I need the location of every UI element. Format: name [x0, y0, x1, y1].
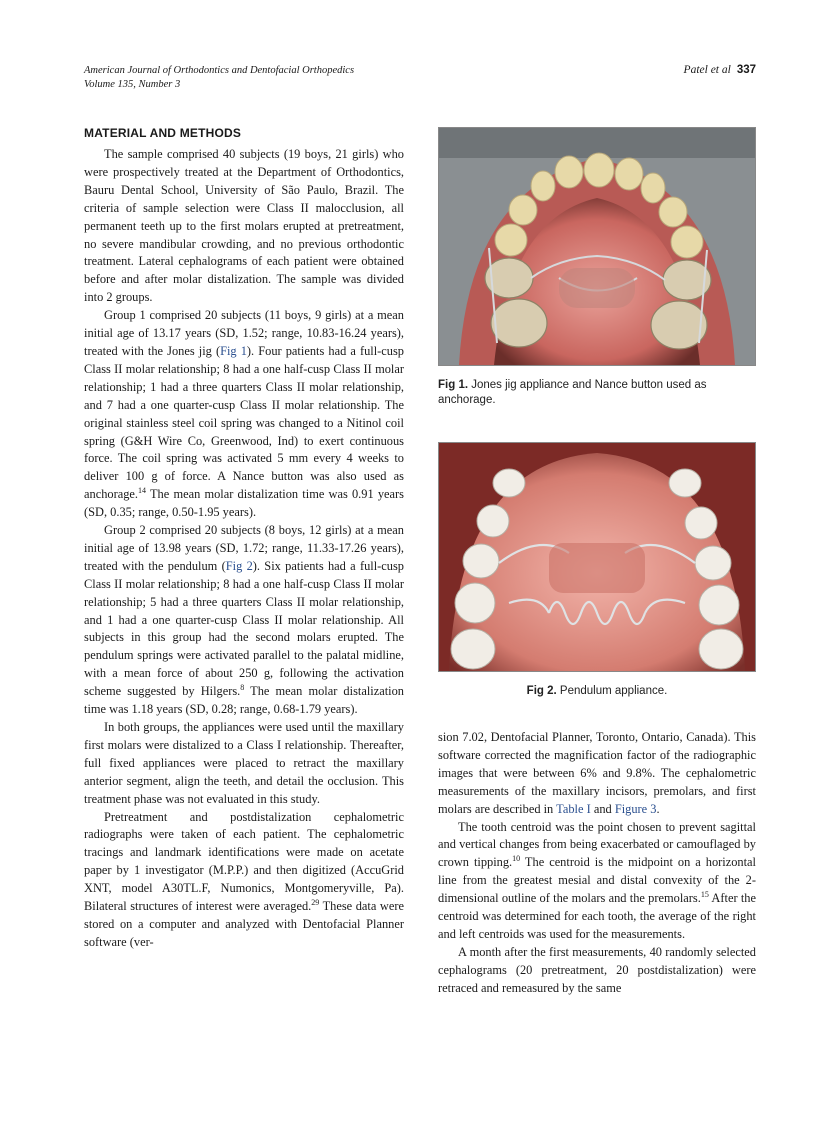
- fig1-link[interactable]: Fig 1: [220, 343, 247, 358]
- section-heading: MATERIAL AND METHODS: [84, 126, 242, 140]
- right-column: [438, 729, 756, 998]
- paragraph-remeasure: A month after the first measurements, 40 randomly selected cephalograms (20 pretreatment, 20 postdistalization) were retraced and remeasured by the same: [438, 944, 756, 995]
- running-head: [84, 64, 756, 92]
- journal-name: American Journal of Orthodontics and Dentofacial Orthopedics: [84, 65, 355, 76]
- citation-sup: 29: [311, 897, 320, 907]
- left-column: [84, 126, 404, 952]
- figure-1: [438, 127, 756, 408]
- figure-1-label: Fig 1.: [438, 379, 469, 391]
- paragraph-sample: The sample comprised 40 subjects (19 boys, 21 girls) who were prospectively treated at the Department of Orthodontics, Bauru Dental School, University of São Paulo, Brazil. The criteria of sample selection were Class II malocclusion, all permanent teeth up to the first molars erupted at pretreatment, no severe mandibular crowding, and no previous orthodontic treatment. Lateral cephalograms of each patient were obtained before and after molar distalization. The sample was divided into 2 groups.: [84, 147, 404, 305]
- page-number: 337: [736, 64, 756, 76]
- figure-1-caption: Fig 1. Jones jig appliance and Nance button used as anchorage.: [438, 379, 707, 406]
- figure-2: [438, 442, 756, 699]
- fig2-link[interactable]: Fig 2: [225, 558, 253, 573]
- paragraph-group2: Group 2 comprised 20 subjects (8 boys, 12 girls) at a mean initial age of 13.98 years (SD, 1.72; range, 11.33-17.26 years), treated with the pendulum (Fig 2). Six patients had a full-cusp Class II molar relationship; 8 had a one half-cusp Class II molar relationship; 5 had a three quarters Class II molar relationship, and 1 had a one quarter-cusp Class II molar relationship. All subjects in this group had the second molars erupted. The pendulum springs were activated parallel to the palatal midline, with a mean force of about 250 g, following the activation scheme suggested by Hilgers.$^8$ The mean molar distalization time was 1.18 years (SD, 0.28; range, 0.68-1.79 years).: [84, 523, 404, 717]
- paragraph-appliances: In both groups, the appliances were used until the maxillary first molars were distalized to a Class I relationship. Thereafter, full fixed appliances were placed to retract the maxillary anterior segment, align the teeth, and detail the occlusion. This treatment phase was not evaluated in this study.: [84, 720, 404, 806]
- citation-sup: 8: [240, 683, 245, 693]
- jones-jig-photo: [438, 127, 756, 366]
- paragraph-software: sion 7.02, Dentofacial Planner, Toronto, Ontario, Canada). This software corrected the magnification factor of the radiographic images that were between 6% and 9.8%. The cephalometric measurements of the maxillary incisors, premolars, and first molars are described in Table I and Figure 3.: [438, 730, 756, 816]
- citation-sup: 14: [138, 486, 147, 496]
- table-1-link[interactable]: Table I: [556, 801, 591, 816]
- citation-sup: 15: [700, 890, 709, 900]
- citation-sup: 10: [512, 854, 521, 864]
- paragraph-radiographs: Pretreatment and postdistalization cephalometric radiographs were taken of each patient. The cephalometric tracings and landmark identifications were made on acetate paper by 1 investigator (M.P.P.) and then digitized (AccuGrid XNT, model A30TL.F, Numonics, Montgomeryville, Pa). Bilateral structures of interest were averaged.$^{29}$ These data were stored on a computer and analyzed with Dentofacial Planner software (ver-: [84, 809, 404, 949]
- figure-2-label: Fig 2.: [526, 685, 557, 697]
- pendulum-illustration: [439, 443, 755, 671]
- page-id: [684, 64, 756, 76]
- journal-volume: Volume 135, Number 3: [84, 79, 181, 90]
- pendulum-photo: [438, 442, 756, 672]
- figure-2-caption: Fig 2. Pendulum appliance.: [526, 685, 668, 697]
- journal-title: [84, 64, 756, 92]
- jones-jig-illustration: [439, 128, 755, 365]
- paragraph-group1: Group 1 comprised 20 subjects (11 boys, 9 girls) at a mean initial age of 13.17 years (SD, 1.52; range, 10.83-16.24 years), treated with the Jones jig (Fig 1). Four patients had a full-cusp Class II molar relationship; 8 had a one half-cusp Class II molar relationship; 1 had a three quarters Class II molar relationship, and 7 had a one quarter-cusp Class II molar relationship. The original stainless steel coil spring was changed to a Nitinol coil spring (G&H Wire Co, Greenwood, Ind) to exert continuous force. The coil spring was activated 5 mm every 4 weeks to deliver 100 g of force. A Nance button was also used as anchorage.$^{14}$ The mean molar distalization time was 0.91 years (SD, 0.35; range, 0.50-1.95 years).: [84, 308, 404, 520]
- paragraph-centroid: The tooth centroid was the point chosen to prevent sagittal and vertical changes from being exacerbated or camouflaged by crown tipping.$^{10}$ The centroid is the midpoint on a horizontal line from the greatest mesial and distal convexity of the 2-dimensional outline of the molars and the premolars.$^{15}$ After the centroid was determined for each tooth, the average of the right and left centroids was used for the measurements.: [438, 819, 756, 941]
- running-authors: Patel et al: [683, 64, 731, 76]
- figure-3-link[interactable]: Figure 3: [614, 801, 657, 816]
